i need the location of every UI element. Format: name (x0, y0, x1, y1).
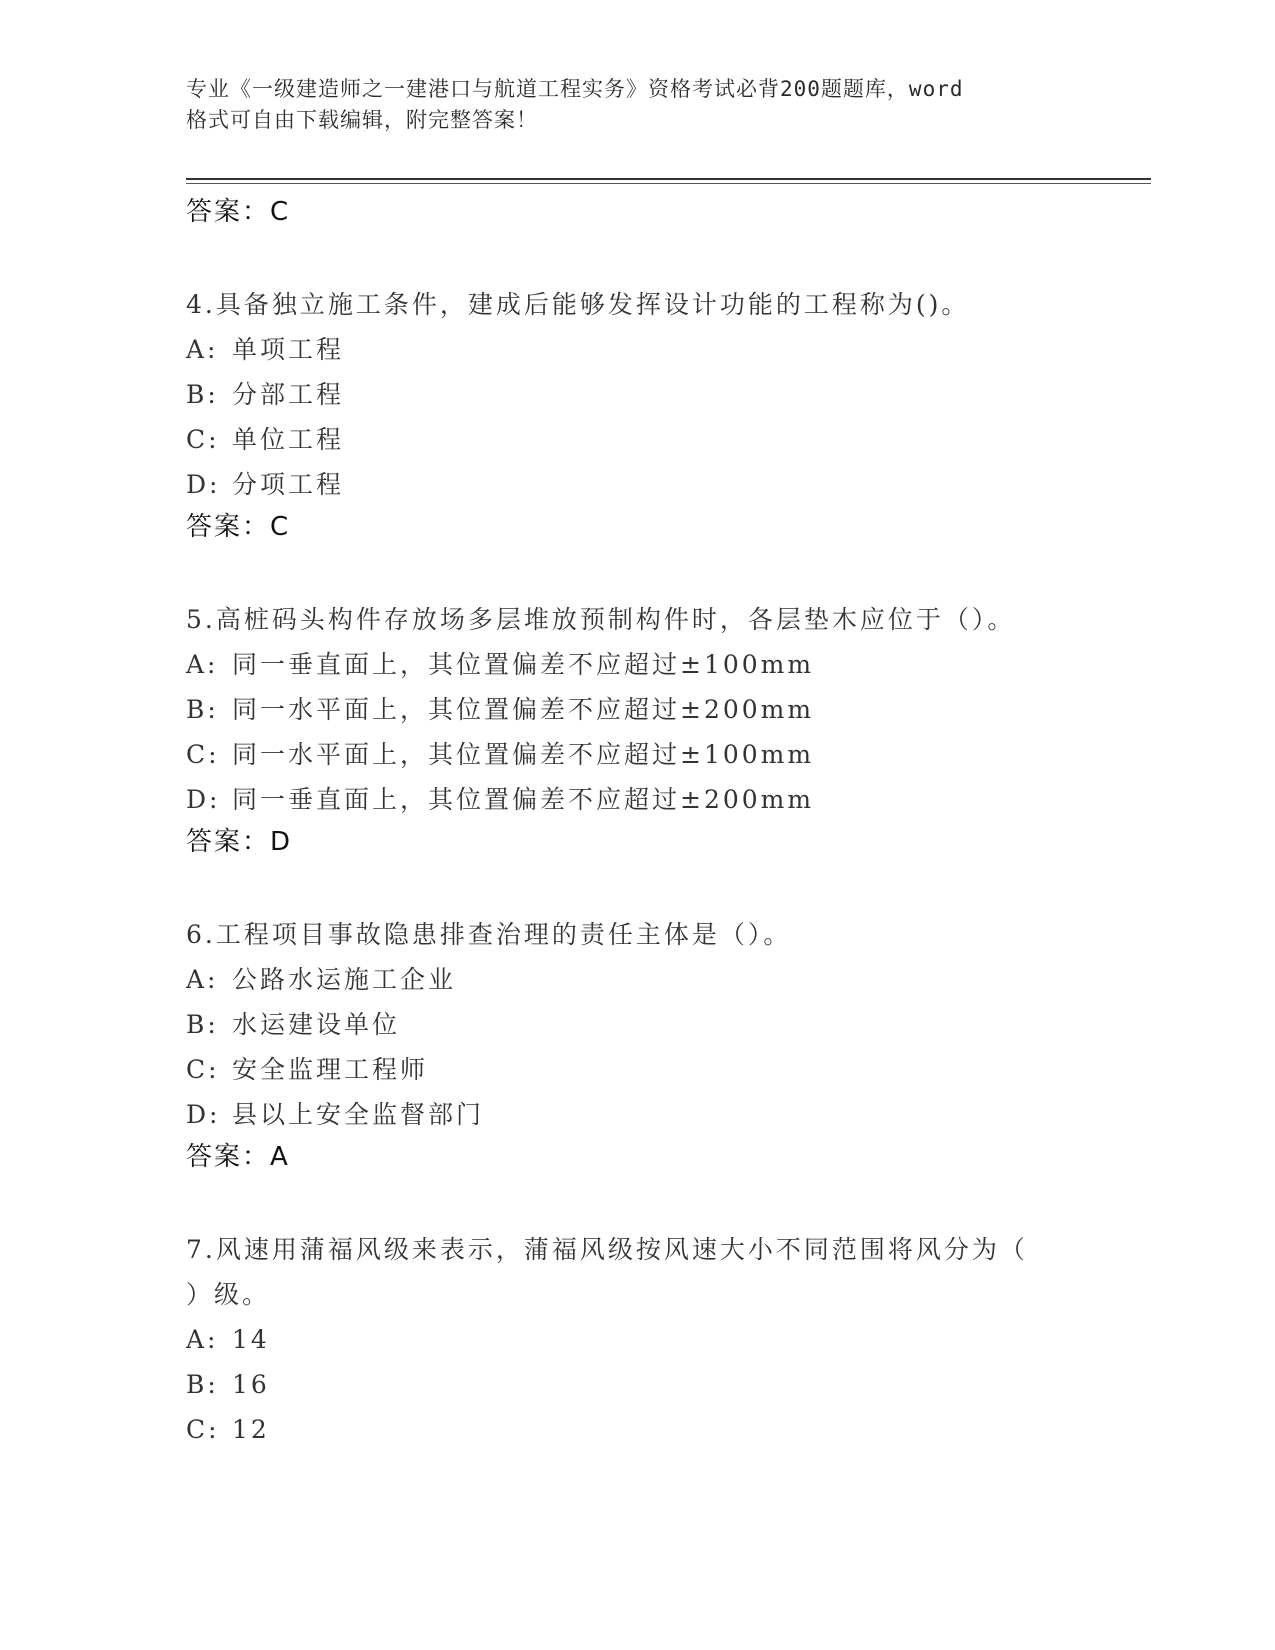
option-key: A: (186, 335, 219, 364)
option-text: 公路水运施工企业 (232, 965, 457, 994)
option-key: D: (186, 470, 221, 499)
option-a (186, 1317, 1146, 1362)
option-a (186, 327, 1146, 372)
answer-label: 答案： (186, 197, 271, 227)
header-divider-thick (186, 178, 1151, 180)
option-text: 分项工程 (232, 470, 345, 499)
answer-value: A (270, 1142, 290, 1172)
option-b (186, 1362, 1146, 1407)
question-7 (186, 1227, 1146, 1452)
question-list (186, 192, 1146, 1452)
option-text: 单项工程 (232, 335, 345, 364)
answer-value: C (270, 197, 291, 227)
option-text: 14 (232, 1325, 270, 1354)
header-divider-thin (186, 183, 1151, 184)
question-text-line: ）级。 (186, 1280, 271, 1309)
answer-line (186, 1137, 1146, 1177)
question-text-line: 7.风速用蒲福风级来表示，蒲福风级按风速大小不同范围将风分为（ (186, 1235, 1028, 1264)
option-text: 12 (232, 1415, 270, 1444)
option-b (186, 687, 1146, 732)
option-text: 同一水平面上，其位置偏差不应超过±200mm (232, 695, 815, 724)
question-4 (186, 282, 1146, 547)
option-b (186, 1002, 1146, 1047)
option-text: 水运建设单位 (232, 1010, 401, 1039)
option-key: C: (186, 740, 220, 769)
question-text (186, 912, 1146, 957)
option-c (186, 732, 1146, 777)
option-key: B: (186, 1010, 219, 1039)
option-a (186, 957, 1146, 1002)
option-c (186, 1047, 1146, 1092)
option-text: 16 (232, 1370, 270, 1399)
option-text: 同一垂直面上，其位置偏差不应超过±200mm (232, 785, 815, 814)
option-key: C: (186, 1415, 220, 1444)
answer-value: D (270, 827, 293, 857)
question-5 (186, 597, 1146, 862)
answer-line (186, 507, 1146, 547)
answer-line (186, 192, 1146, 232)
option-key: A: (186, 650, 219, 679)
option-d (186, 462, 1146, 507)
option-c (186, 1407, 1146, 1452)
question-text (186, 282, 1146, 327)
option-d (186, 1092, 1146, 1137)
question-text (186, 597, 1146, 642)
option-text: 单位工程 (232, 425, 345, 454)
option-text: 安全监理工程师 (232, 1055, 429, 1084)
option-text: 同一水平面上，其位置偏差不应超过±100mm (232, 740, 815, 769)
option-text: 同一垂直面上，其位置偏差不应超过±100mm (232, 650, 815, 679)
option-text: 分部工程 (232, 380, 345, 409)
answer-line (186, 822, 1146, 862)
option-key: D: (186, 785, 221, 814)
question-text-line: 4.具备独立施工条件，建成后能够发挥设计功能的工程称为()。 (186, 290, 970, 319)
question-text (186, 1227, 1146, 1317)
option-key: A: (186, 1325, 219, 1354)
answer-label: 答案： (186, 512, 271, 542)
option-key: C: (186, 1055, 220, 1084)
option-key: D: (186, 1100, 221, 1129)
header-line-1: 专业《一级建造师之一建港口与航道工程实务》资格考试必背200题题库，word (186, 77, 964, 101)
question-text-line: 6.工程项目事故隐患排查治理的责任主体是（）。 (186, 920, 792, 949)
option-a (186, 642, 1146, 687)
answer-label: 答案： (186, 1142, 271, 1172)
option-b (186, 372, 1146, 417)
answer-label: 答案： (186, 827, 271, 857)
option-key: B: (186, 1370, 219, 1399)
question-text-line: 5.高桩码头构件存放场多层堆放预制构件时，各层垫木应位于（）。 (186, 605, 1016, 634)
header-line-2: 格式可自由下载编辑，附完整答案！ (186, 108, 538, 132)
answer-value: C (270, 512, 291, 542)
option-d (186, 777, 1146, 822)
question-6 (186, 912, 1146, 1177)
option-key: B: (186, 380, 219, 409)
option-text: 县以上安全监督部门 (232, 1100, 485, 1129)
option-key: C: (186, 425, 220, 454)
option-c (186, 417, 1146, 462)
document-header (186, 74, 1066, 136)
option-key: B: (186, 695, 219, 724)
option-key: A: (186, 965, 219, 994)
